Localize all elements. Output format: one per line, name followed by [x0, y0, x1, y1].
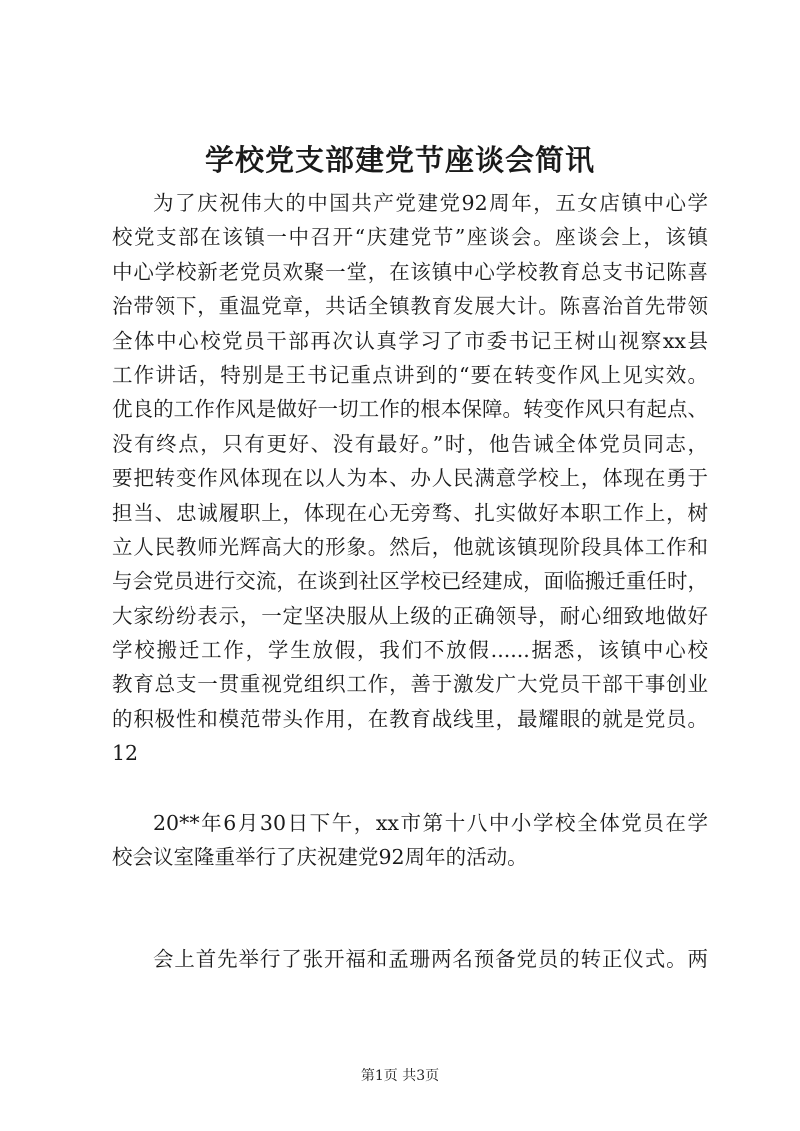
text-line: 12 — [112, 741, 139, 766]
text-line: 优良的工作作风是做好一切工作的根本保障。转变作风只有起点、 — [112, 397, 708, 422]
text-line: 要把转变作风体现在以人为本、办人民满意学校上，体现在勇于 — [112, 466, 708, 491]
text-line: 担当、忠诚履职上，体现在心无旁骛、扎实做好本职工作上，树 — [112, 500, 708, 525]
text-line: 教育总支一贯重视党组织工作，善于激发广大党员干部干事创业 — [112, 672, 708, 697]
text-line: 的积极性和模范带头作用，在教育战线里，最耀眼的就是党员。 — [112, 706, 708, 731]
text-line: 学校搬迁工作，学生放假，我们不放假......据悉，该镇中心校 — [112, 638, 708, 663]
text-line: 没有终点，只有更好、没有最好。”时，他告诫全体党员同志， — [112, 431, 708, 456]
paragraph-1 — [112, 186, 708, 771]
text-line: 中心学校新老党员欢聚一堂，在该镇中心学校教育总支书记陈喜 — [112, 259, 708, 284]
paragraph-3 — [112, 942, 708, 976]
text-line: 大家纷纷表示，一定坚决服从上级的正确领导，耐心细致地做好 — [112, 603, 708, 628]
text-line: 治带领下，重温党章，共话全镇教育发展大计。陈喜治首先带领 — [112, 294, 708, 319]
page-footer: 第1页 共3页 — [360, 1068, 440, 1084]
text-line: 校会议室隆重举行了庆祝建党92周年的活动。 — [112, 845, 528, 870]
text-line: 立人民教师光辉高大的形象。然后，他就该镇现阶段具体工作和 — [112, 534, 708, 559]
text-line: 校党支部在该镇一中召开“庆建党节”座谈会。座谈会上，该镇 — [112, 225, 708, 250]
text-line: 20**年6月30日下午，xx市第十八中小学校全体党员在学 — [153, 811, 708, 835]
text-line: 工作讲话，特别是王书记重点讲到的“要在转变作风上见实效。 — [112, 362, 708, 387]
text-line: 与会党员进行交流，在谈到社区学校已经建成，面临搬迁重任时， — [112, 569, 708, 594]
document-title: 学校党支部建党节座谈会简讯 — [204, 143, 595, 177]
text-line: 会上首先举行了张开福和孟珊两名预备党员的转正仪式。两 — [153, 947, 708, 971]
text-line: 全体中心校党员干部再次认真学习了市委书记王树山视察xx县 — [112, 328, 708, 353]
paragraph-2 — [112, 806, 708, 875]
text-line: 为了庆祝伟大的中国共产党建党92周年，五女店镇中心学 — [153, 191, 708, 215]
